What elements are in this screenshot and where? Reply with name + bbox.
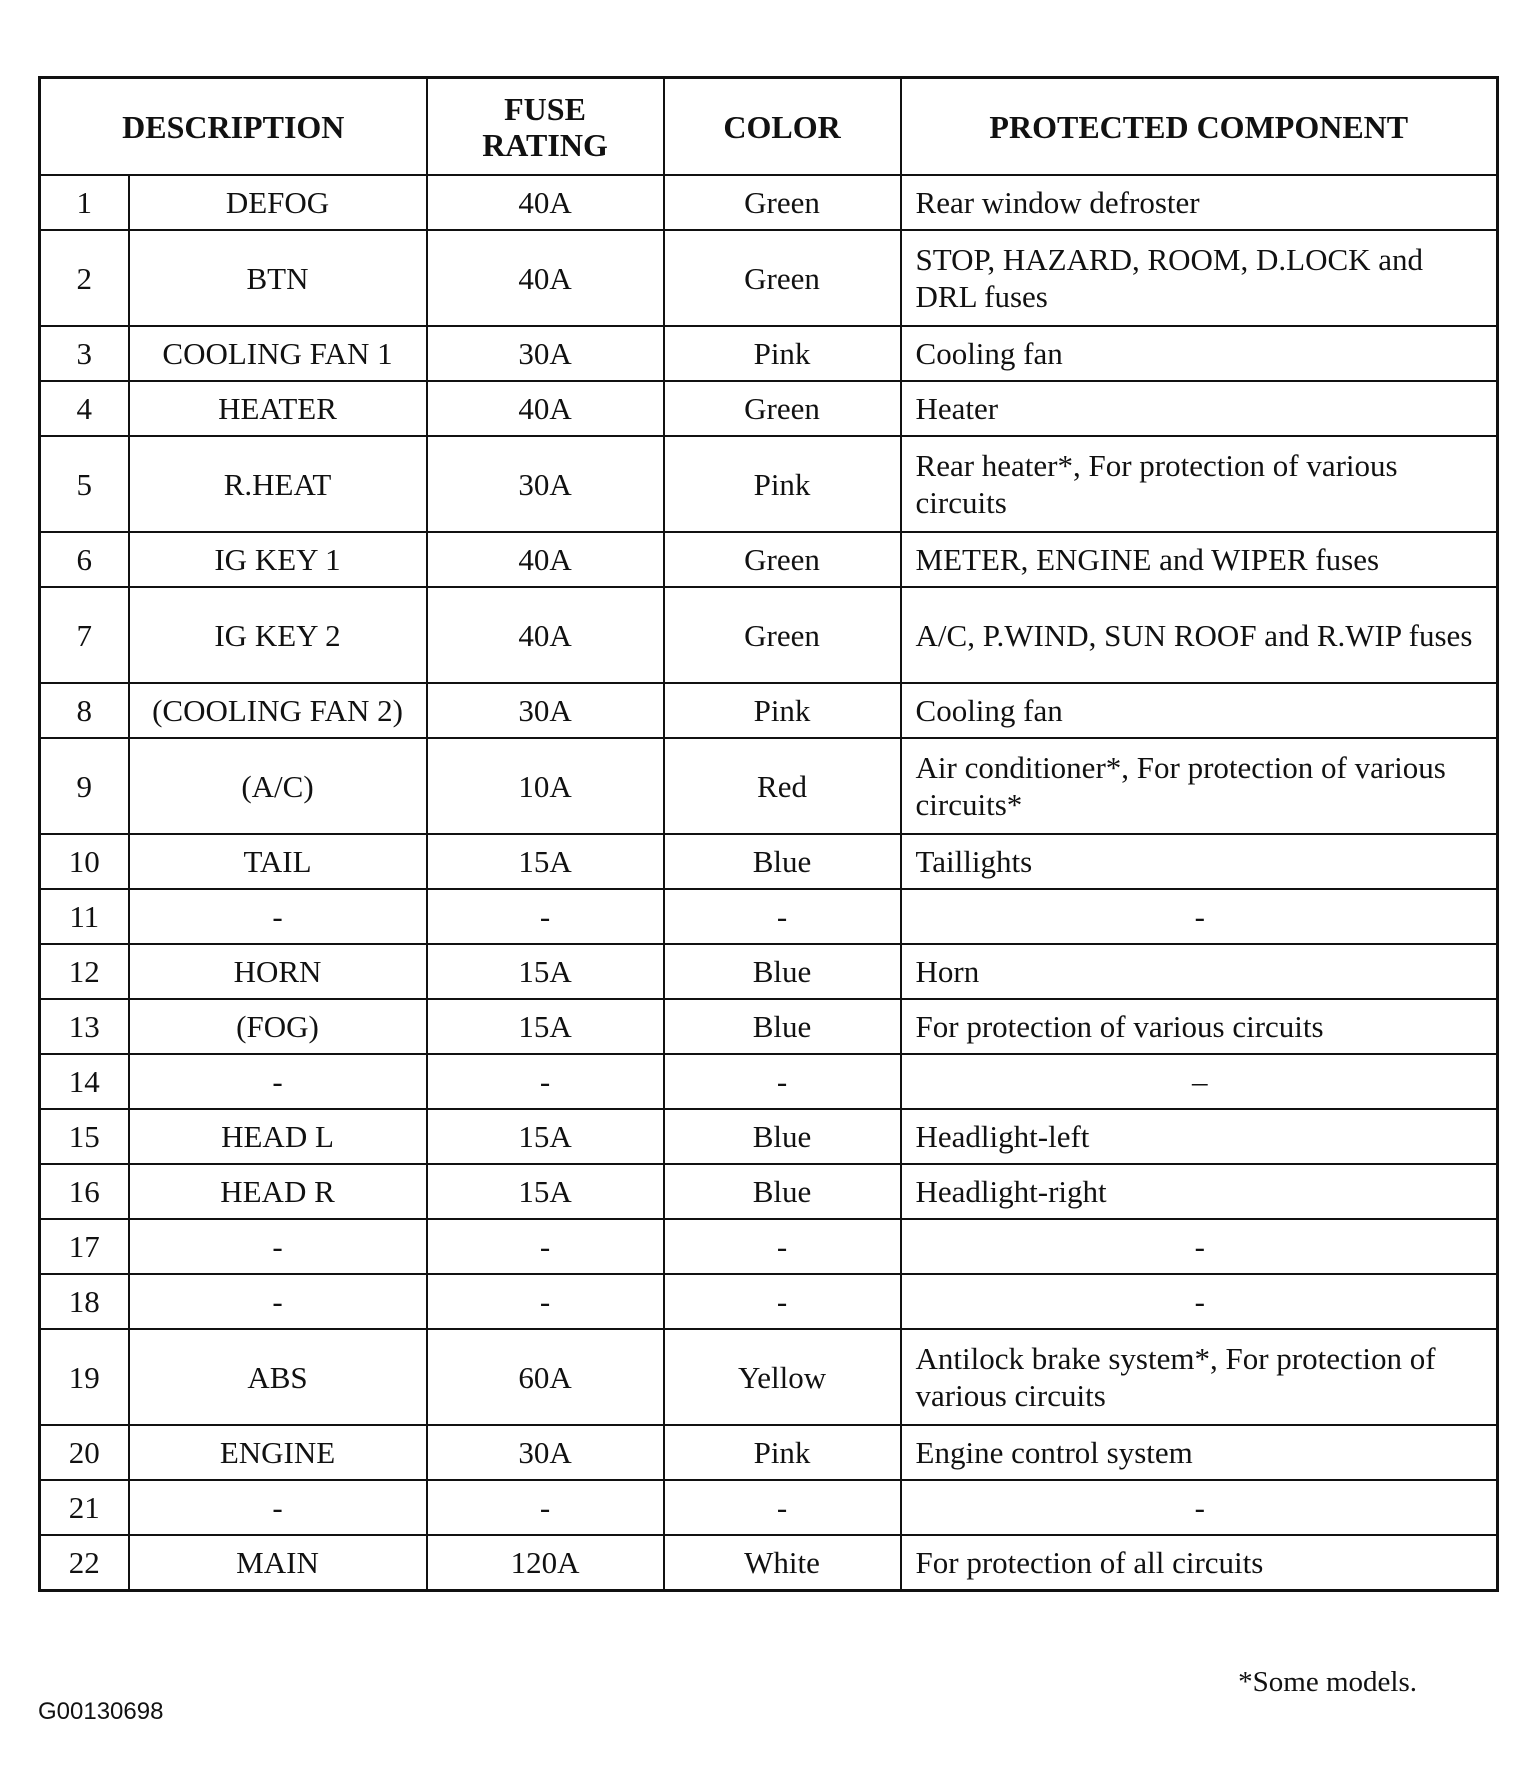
row-protected-component-cell: Taillights (901, 834, 1498, 889)
row-color-cell: Blue (664, 944, 901, 999)
row-color-cell: Green (664, 381, 901, 436)
row-description-cell: IG KEY 2 (129, 587, 427, 683)
row-protected-component-cell: - (901, 1274, 1498, 1329)
row-color-cell: Blue (664, 1109, 901, 1164)
row-description-cell: R.HEAT (129, 436, 427, 532)
table-row (40, 683, 1498, 738)
row-protected-component-cell: Air conditioner*, For protection of various circuits* (901, 738, 1498, 834)
row-fuse-rating-cell: 15A (427, 1164, 664, 1219)
row-description-cell: - (129, 1219, 427, 1274)
row-color-cell: Green (664, 587, 901, 683)
row-fuse-rating-cell: 30A (427, 1425, 664, 1480)
table-row (40, 1425, 1498, 1480)
row-description-cell: DEFOG (129, 175, 427, 230)
row-protected-component-cell: Antilock brake system*, For protection of various circuits (901, 1329, 1498, 1425)
table-row (40, 1219, 1498, 1274)
row-protected-component-cell: STOP, HAZARD, ROOM, D.LOCK and DRL fuses (901, 230, 1498, 326)
row-protected-component-cell: - (901, 1480, 1498, 1535)
row-description-cell: - (129, 1480, 427, 1535)
row-fuse-rating-cell: 40A (427, 381, 664, 436)
row-fuse-rating-cell: - (427, 1480, 664, 1535)
row-color-cell: Pink (664, 683, 901, 738)
row-description-cell: (FOG) (129, 999, 427, 1054)
row-fuse-rating-cell: 15A (427, 944, 664, 999)
row-fuse-rating-cell: 40A (427, 175, 664, 230)
row-protected-component-cell: Cooling fan (901, 683, 1498, 738)
table-row (40, 1109, 1498, 1164)
row-description-cell: HEAD R (129, 1164, 427, 1219)
row-color-cell: Blue (664, 999, 901, 1054)
row-fuse-rating-cell: 120A (427, 1535, 664, 1591)
row-color-cell: Blue (664, 834, 901, 889)
row-number-cell: 13 (40, 999, 129, 1054)
row-color-cell: - (664, 1480, 901, 1535)
row-number-cell: 9 (40, 738, 129, 834)
table-row (40, 175, 1498, 230)
row-protected-component-cell: - (901, 889, 1498, 944)
fuse-table (38, 76, 1499, 1592)
row-color-cell: Pink (664, 1425, 901, 1480)
row-description-cell: ABS (129, 1329, 427, 1425)
header-fuse-rating (427, 78, 664, 176)
row-number-cell: 18 (40, 1274, 129, 1329)
row-number-cell: 16 (40, 1164, 129, 1219)
row-color-cell: Green (664, 175, 901, 230)
table-row (40, 381, 1498, 436)
row-protected-component-cell: - (901, 1219, 1498, 1274)
row-fuse-rating-cell: - (427, 1219, 664, 1274)
row-number-cell: 2 (40, 230, 129, 326)
row-color-cell: Green (664, 532, 901, 587)
row-color-cell: - (664, 1054, 901, 1109)
table-row (40, 587, 1498, 683)
row-protected-component-cell: For protection of various circuits (901, 999, 1498, 1054)
table-row (40, 326, 1498, 381)
row-number-cell: 14 (40, 1054, 129, 1109)
row-fuse-rating-cell: 15A (427, 999, 664, 1054)
row-protected-component-cell: Heater (901, 381, 1498, 436)
row-number-cell: 7 (40, 587, 129, 683)
row-number-cell: 5 (40, 436, 129, 532)
row-description-cell: COOLING FAN 1 (129, 326, 427, 381)
header-fuse-rating-text: FUSE RATING (482, 90, 608, 163)
row-protected-component-cell: Rear heater*, For protection of various circuits (901, 436, 1498, 532)
row-description-cell: - (129, 889, 427, 944)
row-protected-component-cell: – (901, 1054, 1498, 1109)
table-row (40, 436, 1498, 532)
table-row (40, 944, 1498, 999)
row-fuse-rating-cell: 30A (427, 436, 664, 532)
row-fuse-rating-cell: 15A (427, 834, 664, 889)
row-fuse-rating-cell: 10A (427, 738, 664, 834)
row-color-cell: - (664, 1219, 901, 1274)
row-fuse-rating-cell: 15A (427, 1109, 664, 1164)
row-number-cell: 11 (40, 889, 129, 944)
row-color-cell: Yellow (664, 1329, 901, 1425)
row-fuse-rating-cell: 40A (427, 230, 664, 326)
header-protected-component: PROTECTED COMPONENT (901, 78, 1498, 176)
row-description-cell: (A/C) (129, 738, 427, 834)
row-color-cell: White (664, 1535, 901, 1591)
row-protected-component-cell: Headlight-left (901, 1109, 1498, 1164)
row-number-cell: 4 (40, 381, 129, 436)
row-description-cell: - (129, 1054, 427, 1109)
row-fuse-rating-cell: - (427, 889, 664, 944)
row-number-cell: 21 (40, 1480, 129, 1535)
row-color-cell: Pink (664, 436, 901, 532)
table-row (40, 889, 1498, 944)
row-number-cell: 20 (40, 1425, 129, 1480)
row-description-cell: MAIN (129, 1535, 427, 1591)
header-color: COLOR (664, 78, 901, 176)
table-row (40, 738, 1498, 834)
row-description-cell: - (129, 1274, 427, 1329)
table-row (40, 999, 1498, 1054)
row-fuse-rating-cell: 30A (427, 683, 664, 738)
footnote: *Some models. (1238, 1666, 1417, 1698)
row-fuse-rating-cell: 40A (427, 587, 664, 683)
table-row (40, 834, 1498, 889)
row-description-cell: TAIL (129, 834, 427, 889)
row-protected-component-cell: Headlight-right (901, 1164, 1498, 1219)
row-number-cell: 19 (40, 1329, 129, 1425)
row-fuse-rating-cell: 30A (427, 326, 664, 381)
row-number-cell: 22 (40, 1535, 129, 1591)
row-number-cell: 12 (40, 944, 129, 999)
row-fuse-rating-cell: - (427, 1054, 664, 1109)
row-protected-component-cell: Cooling fan (901, 326, 1498, 381)
header-row (40, 78, 1498, 176)
header-description: DESCRIPTION (40, 78, 427, 176)
row-protected-component-cell: METER, ENGINE and WIPER fuses (901, 532, 1498, 587)
row-protected-component-cell: For protection of all circuits (901, 1535, 1498, 1591)
image-code: G00130698 (38, 1698, 164, 1725)
row-description-cell: HEAD L (129, 1109, 427, 1164)
table-row (40, 1329, 1498, 1425)
fuse-rows (40, 175, 1498, 1591)
table-row (40, 1274, 1498, 1329)
row-description-cell: BTN (129, 230, 427, 326)
row-number-cell: 3 (40, 326, 129, 381)
row-color-cell: - (664, 889, 901, 944)
row-description-cell: ENGINE (129, 1425, 427, 1480)
table-row (40, 1054, 1498, 1109)
row-protected-component-cell: Horn (901, 944, 1498, 999)
row-protected-component-cell: Rear window defroster (901, 175, 1498, 230)
row-color-cell: Pink (664, 326, 901, 381)
row-number-cell: 8 (40, 683, 129, 738)
row-fuse-rating-cell: 60A (427, 1329, 664, 1425)
table-row (40, 1535, 1498, 1591)
row-number-cell: 6 (40, 532, 129, 587)
row-fuse-rating-cell: - (427, 1274, 664, 1329)
row-color-cell: Green (664, 230, 901, 326)
row-number-cell: 1 (40, 175, 129, 230)
row-protected-component-cell: A/C, P.WIND, SUN ROOF and R.WIP fuses (901, 587, 1498, 683)
row-description-cell: HORN (129, 944, 427, 999)
row-color-cell: - (664, 1274, 901, 1329)
row-color-cell: Red (664, 738, 901, 834)
table-row (40, 1164, 1498, 1219)
row-color-cell: Blue (664, 1164, 901, 1219)
table-row (40, 230, 1498, 326)
row-number-cell: 10 (40, 834, 129, 889)
row-number-cell: 15 (40, 1109, 129, 1164)
row-protected-component-cell: Engine control system (901, 1425, 1498, 1480)
table-row (40, 532, 1498, 587)
row-number-cell: 17 (40, 1219, 129, 1274)
row-description-cell: (COOLING FAN 2) (129, 683, 427, 738)
row-description-cell: HEATER (129, 381, 427, 436)
row-fuse-rating-cell: 40A (427, 532, 664, 587)
table-row (40, 1480, 1498, 1535)
row-description-cell: IG KEY 1 (129, 532, 427, 587)
